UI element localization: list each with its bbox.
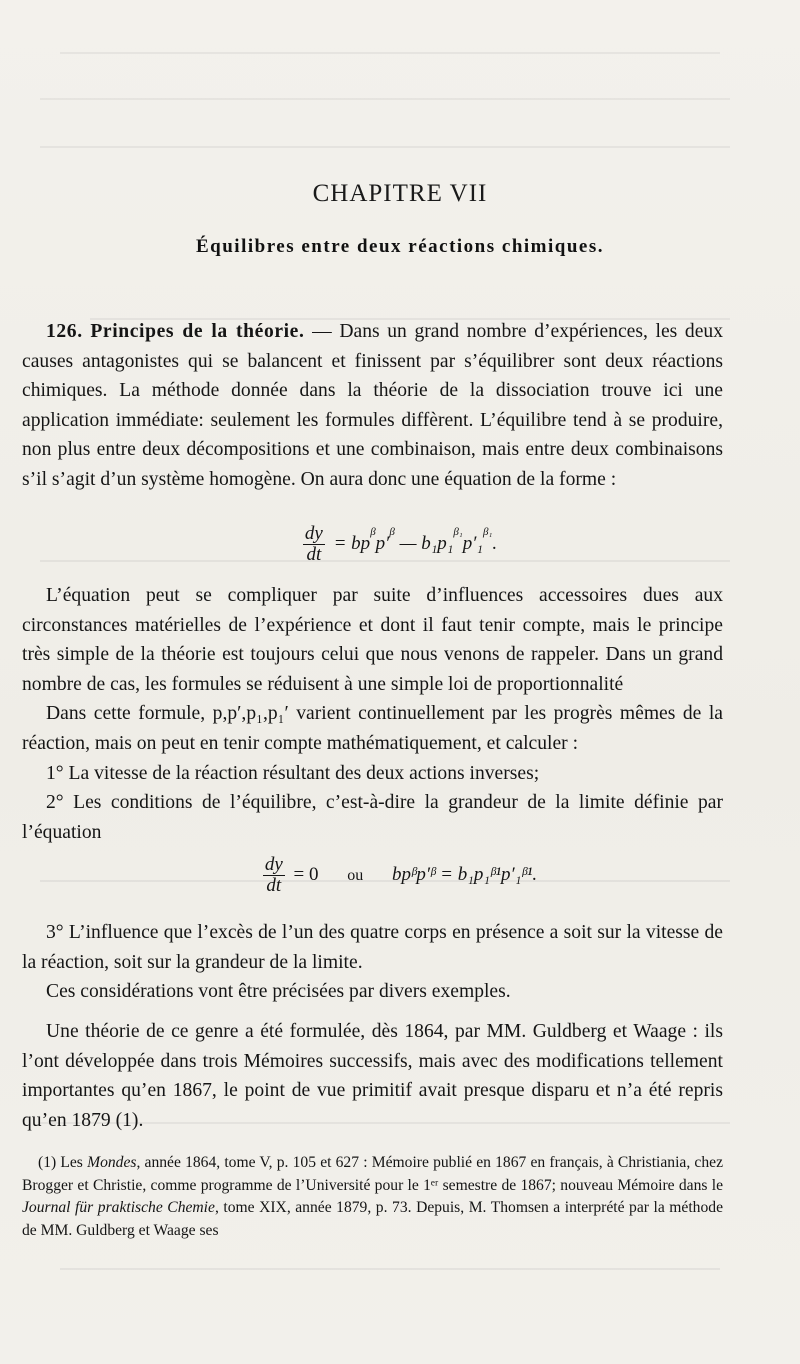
equilibrium-equation [0,855,800,896]
paragraph-formula-variables: Dans cette formule, p,p′,p₁,p₁′ varient continuellement par les progrès mêmes de la réaction, mais on peut en tenir compte mathématiquement, et calculer : [22,703,723,754]
equals-zero: = 0 [293,863,319,885]
paragraph-complications: L’équation peut se compliquer par suite d’influences accessoires dues aux circonstances matérielles de l’expérience et dont il faut tenir compte, mais le principe très simple de la théorie est toujours celui que nous venons de rappeler. Dans un grand nombre de cas, les formules se réduisent à une simple loi de proportionnalité [22,585,723,695]
section-intro-text: — Dans un grand nombre d’expériences, les deux causes antagonistes qui se balancent et finissent par s’équilibrer sont deux réactions chimiques. La méthode donnée dans la théorie de la dissociation trouve ici une application immédiate: seulement les formules diffèrent. L’équilibre tend à se produire, non plus entre deux décompositions et une combinaison, mais entre deux combinaisons s’il s’agit d’un système homogène. On aura donc une équation de la forme : [22,321,723,490]
footnote-marker: (1) Les [38,1154,83,1171]
chapter-title: CHAPITRE VII [312,180,488,207]
exponent-beta-prime: β [389,525,395,538]
rate-equation [0,524,800,565]
footnote-journal-mondes: Mondes [87,1154,137,1171]
paragraph-history: Une théorie de ce genre a été formulée, dès 1864, par MM. Guldberg et Waage : ils l’ont développée dans trois Mémoires successifs, mais avec des modifications tellement importantes qu’en 1867, le point de vue primitif avait presque disparu et n’a été repris qu’en 1879 (1). [22,1021,723,1131]
equilibrium-derivative-denominator: dt [266,875,282,896]
equilibrium-derivative-numerator: dy [264,854,283,875]
derivative-fraction [303,524,325,565]
rate-term-forward: = bp [333,532,371,554]
rate-term-p-prime: p′ [375,532,390,554]
section-intro-paragraph [22,317,723,495]
exponent-beta1-prime: β₁ [483,525,493,538]
footnote-text [22,1152,723,1242]
section-title: Principes de la théorie. [90,321,305,342]
exponent-beta1: β₁ [453,525,463,538]
footnote-part-1: , année 1864, tome V, p. 105 et 627 : Mémoire publié en 1867 en français, à Christiania, chez Brogger et Christie, comme programme de l’Université pour le 1ᵉʳ semestre de 1867; nouveau Mémoire dans le [22,1154,723,1194]
rate-term-p1-prime: p′₁ [462,532,483,554]
word-ou: ou [347,866,364,884]
derivative-denominator: dt [306,544,322,565]
chapter-subtitle: Équilibres entre deux réactions chimiques. [195,236,604,257]
exponent-beta: β [370,525,376,538]
paragraph-item-3: 3° L’influence que l’excès de l’un des quatre corps en présence a soit sur la vitesse de la réaction, soit sur la grandeur de la limite. [22,922,723,973]
equilibrium-relation: bpᵝp′ᵝ = b₁p₁ᵝ¹p′₁ᵝ¹. [391,863,538,885]
paragraph-block-3 [22,1017,723,1135]
section-number: 126. [46,321,83,342]
paragraph-item-1: 1° La vitesse de la réaction résultant des deux actions inverses; [46,762,540,784]
equilibrium-derivative-fraction [263,855,285,896]
footnote-journal-praktische-chemie: Journal für praktische Chemie [22,1199,215,1216]
paragraph-block-2 [22,918,723,1007]
paragraph-block-1 [22,581,723,847]
footnote-part-2: , tome XIX, année 1879, p. 73. Depuis, M. Thomsen a interprété par la méthode de MM. Guldberg et Waage ses [22,1199,723,1239]
footnote [22,1152,723,1242]
paragraph-considerations: Ces considérations vont être précisées par divers exemples. [46,981,511,1003]
derivative-numerator: dy [304,523,323,544]
formula-end: . [492,532,498,554]
paragraph-item-2: 2° Les conditions de l’équilibre, c’est-à-dire la grandeur de la limite définie par l’équation [22,792,723,843]
rate-term-reverse: — b₁p₁ [399,532,454,554]
section-126 [22,317,723,495]
